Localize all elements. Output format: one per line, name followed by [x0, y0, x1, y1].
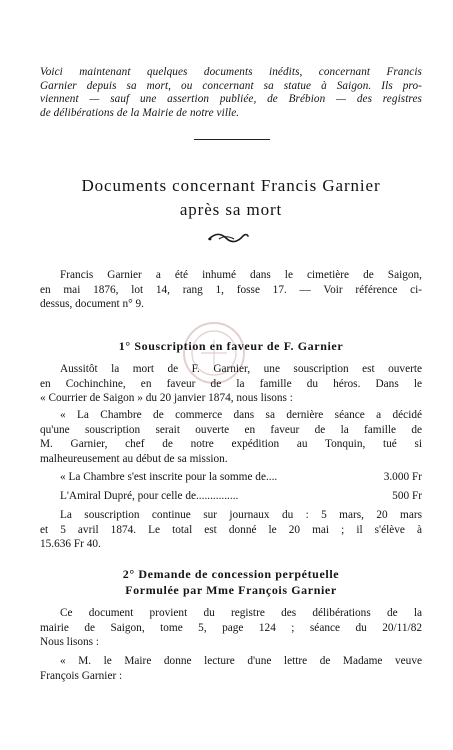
- section-heading-subscription: [40, 339, 422, 355]
- paragraph-chamber-quote: [40, 408, 422, 466]
- text-line: M. Garnier, chef de notre expédition au Tonquin, tué si: [40, 438, 422, 451]
- paragraph-burial: [40, 268, 422, 312]
- text-line: Nous lisons :: [40, 636, 100, 649]
- intro-line: Voici maintenant quelques documents inédits, concernant Francis: [40, 66, 422, 78]
- text-line: Aussitôt la mort de F. Garnier, une souscription est ouverte: [60, 363, 422, 375]
- text-line: mairie de Saigon, tome 5, page 124 ; séance du 20/11/82: [40, 621, 422, 634]
- title-line-2: après sa mort: [179, 200, 283, 219]
- text-line: en Cochinchine, en faveur de la famille du héros. Dans le: [40, 377, 422, 390]
- heading-line-2: Formulée par Mme François Garnier: [125, 582, 337, 597]
- intro-paragraph: [40, 66, 422, 120]
- intro-line: viennent — sauf une assertion publiée, de Brébion — des registres: [40, 93, 422, 106]
- heading-line-1: 2° Demande de concession perpétuelle: [122, 567, 340, 581]
- amount-row: [40, 470, 422, 485]
- paragraph-subscription-intro: [40, 362, 422, 406]
- amount-label: « La Chambre s'est inscrite pour la somme de....: [60, 471, 278, 483]
- title-line-1: Documents concernant Francis Garnier: [81, 176, 381, 195]
- text-line: La souscription continue sur journaux du : 5 mars, 20 mars: [60, 509, 422, 521]
- intro-line: Garnier depuis sa mort, ou concernant sa statue à Saigon. Ils pro-: [40, 79, 422, 92]
- amount-value: 3.000 Fr: [383, 471, 422, 483]
- subscription-amounts: [40, 470, 422, 503]
- text-line: « La Chambre de commerce dans sa dernière séance a décidé: [60, 409, 422, 421]
- text-line: dessus, document n° 9.: [40, 298, 144, 311]
- text-line: « Courrier de Saigon » du 20 janvier 1874, nous lisons :: [40, 392, 293, 405]
- amount-label: L'Amiral Dupré, pour celle de...............: [60, 489, 239, 502]
- text-line: Ce document provient du registre des délibérations de la: [60, 607, 422, 619]
- text-line: François Garnier :: [40, 669, 123, 682]
- text-line: 15.636 Fr 40.: [40, 538, 101, 551]
- intro-line: de délibérations de la Mairie de notre ville.: [40, 106, 240, 119]
- amount-row: [40, 489, 422, 504]
- separator-rule: [194, 139, 270, 140]
- text-line: qu'une souscription serait ouverte en faveur de la famille de: [40, 423, 422, 436]
- amount-value: 500 Fr: [392, 489, 422, 502]
- paragraph-registry-source: [40, 606, 422, 650]
- text-line: en mai 1876, lot 14, rang 1, fosse 17. — Voir référence ci-: [40, 283, 422, 296]
- text-line: et 5 avril 1874. Le total est donné le 20 mai ; il s'élève à: [40, 523, 422, 536]
- page-title: [40, 174, 422, 222]
- text-line: « M. le Maire donne lecture d'une lettre de Madame veuve: [60, 655, 422, 667]
- heading-text: 1° Souscription en faveur de F. Garnier: [118, 339, 344, 353]
- text-line: Francis Garnier a été inhumé dans le cimetière de Saigon,: [60, 269, 422, 281]
- ornament-flourish-icon: [207, 230, 249, 244]
- paragraph-subscription-total: [40, 508, 422, 552]
- text-line: malheureusement au début de sa mission.: [40, 452, 228, 465]
- paragraph-mayor-letter: [40, 654, 422, 683]
- section-heading-concession: [40, 567, 422, 598]
